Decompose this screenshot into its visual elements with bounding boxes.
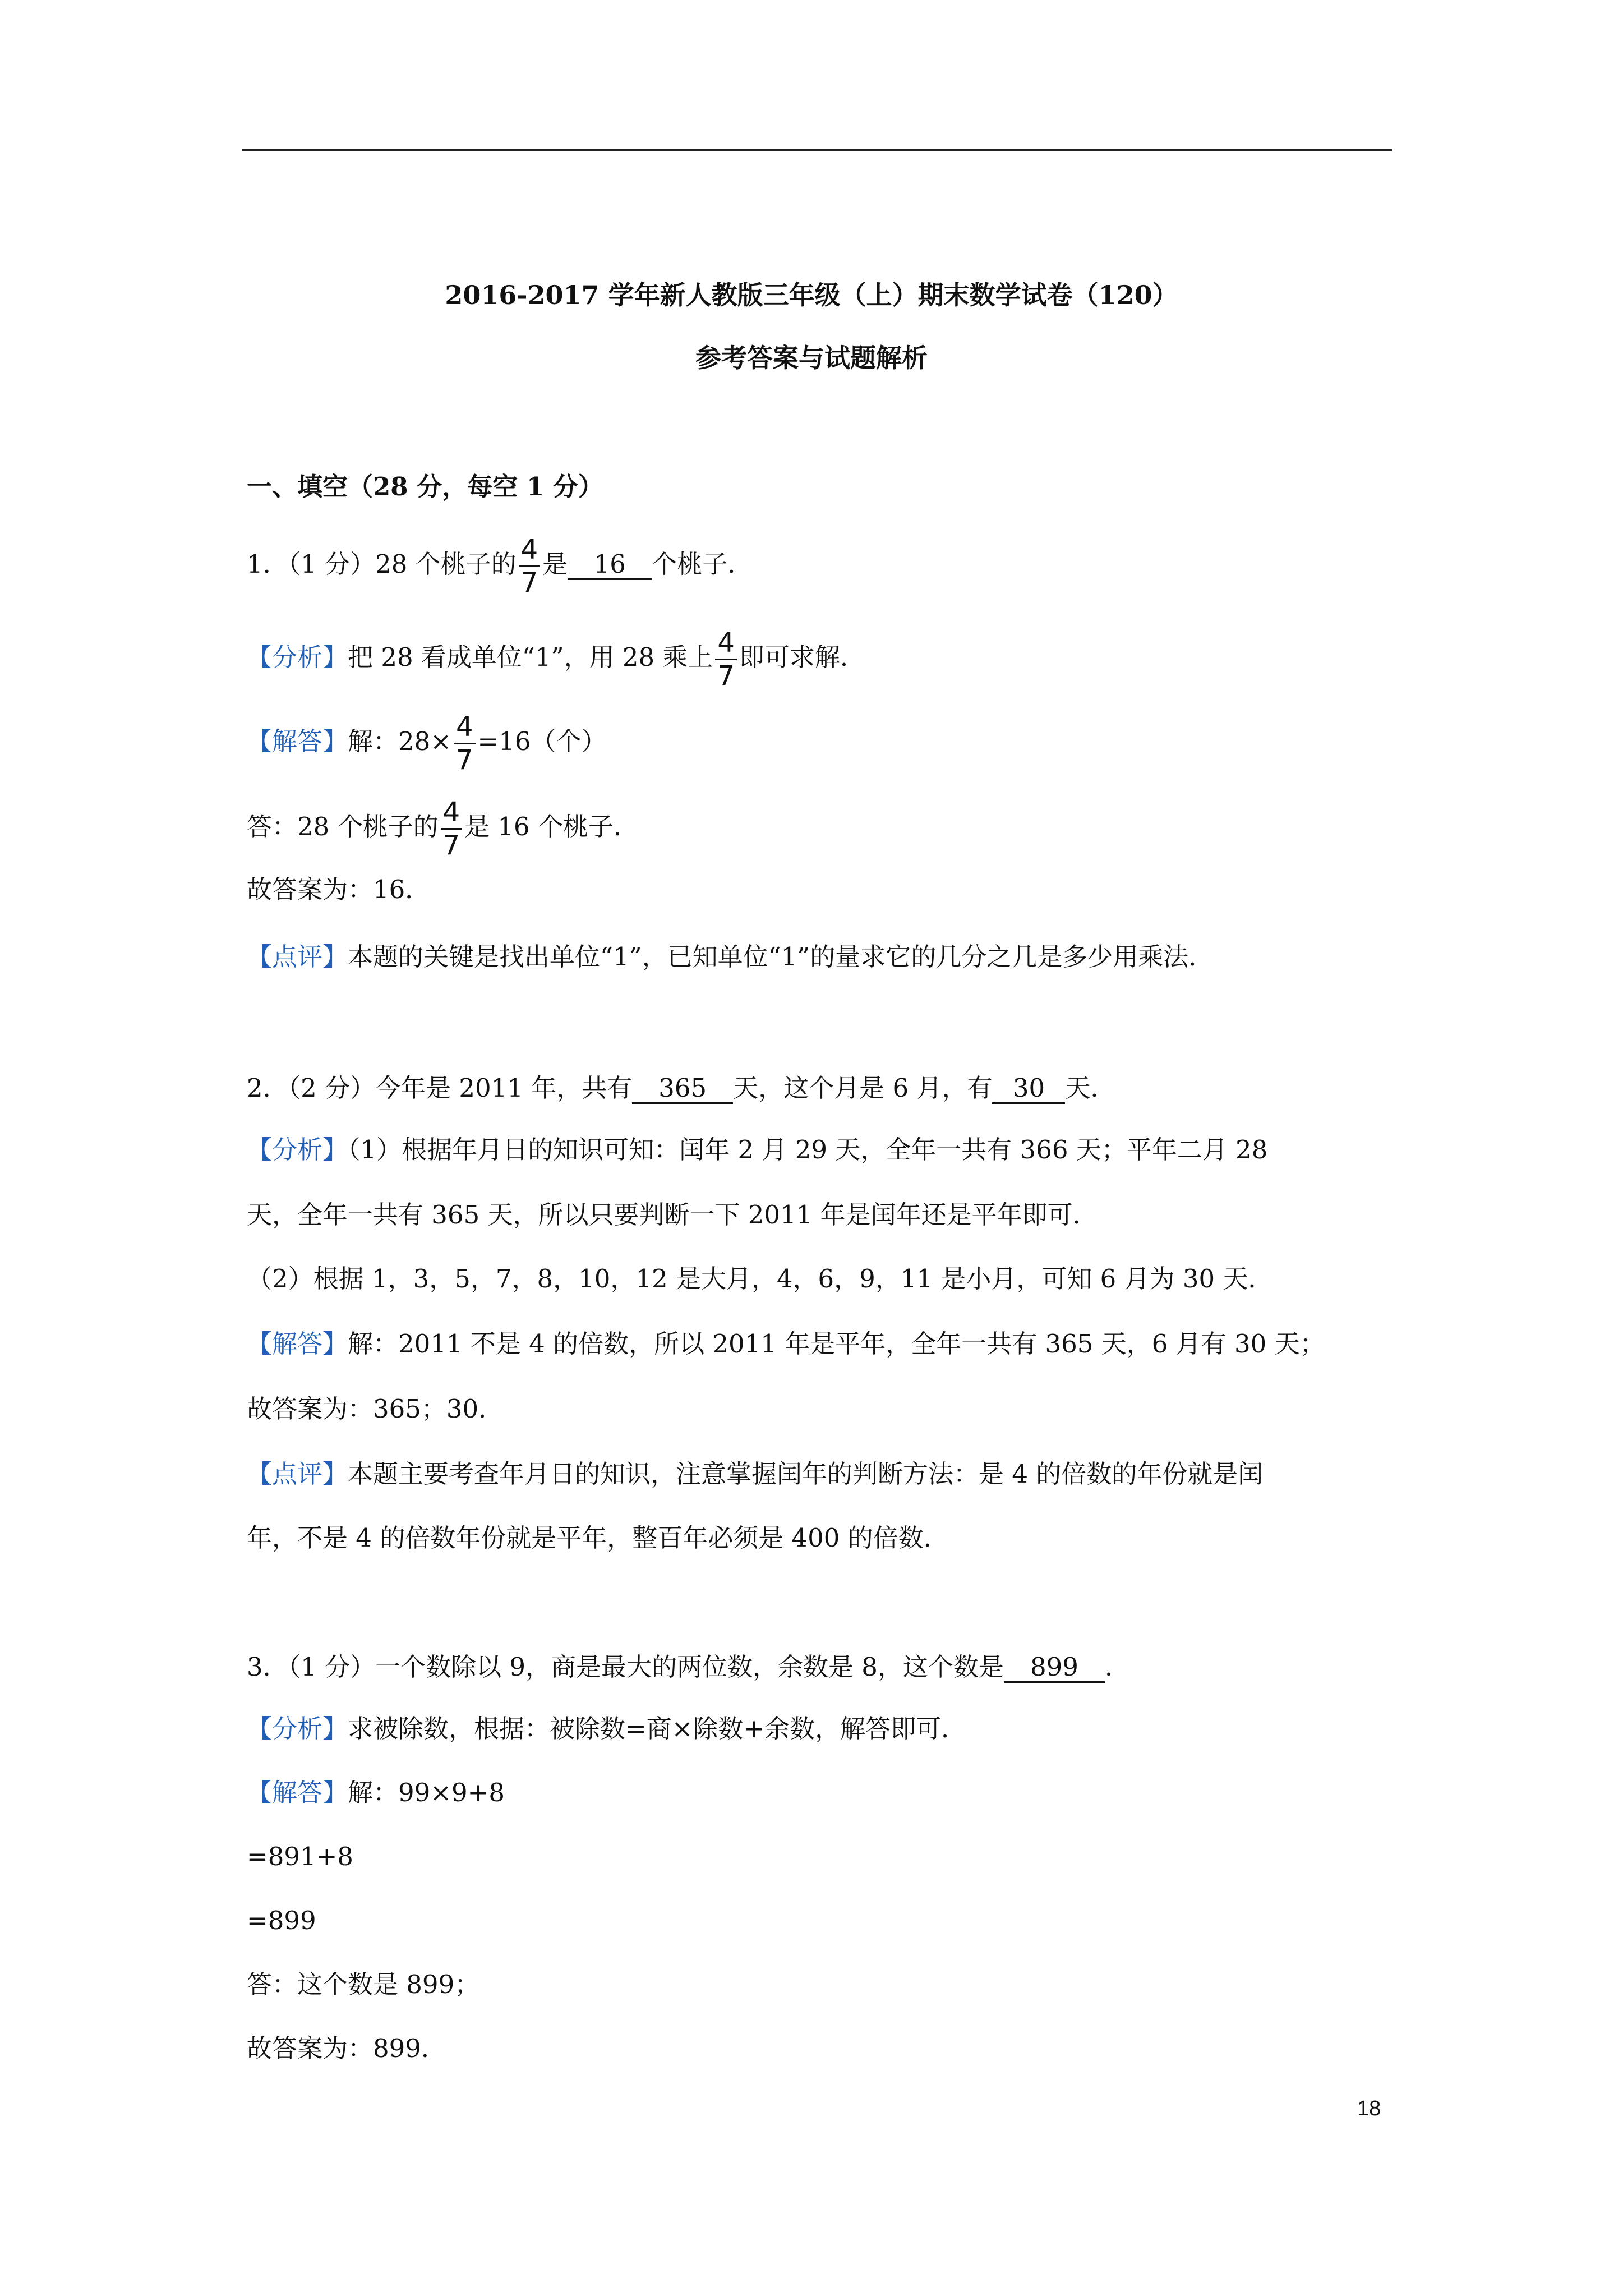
fraction: $\frac{4}{7}$ [454,711,476,776]
comment-tag: 【点评】 [247,1459,348,1489]
q3-analysis: 【分析】求被除数，根据：被除数=商×除数+余数，解答即可． [247,1714,967,1743]
q1-answer: 【解答】解：28× $\frac{4}{7}$ =16（个） [247,711,607,776]
q2-final: 故答案为：365；30． [247,1394,504,1424]
answer-blank: 16 [568,550,652,580]
answer-blank: 899 [1004,1653,1105,1683]
q3-final: 故答案为：899． [247,2033,446,2063]
q3-step1: =891+8 [247,1842,353,1871]
answer-blank: 365 [632,1074,733,1104]
q1-stem: 1．（1 分）28 个桃子的 $\frac{4}{7}$ 是 16 个桃子． [247,534,753,599]
fraction: $\frac{4}{7}$ [441,797,463,861]
answer-tag: 【解答】 [247,726,348,756]
q2-analysis-line3: （2）根据 1，3，5，7，8，10，12 是大月，4，6，9，11 是小月，可知 6 月为 30 天． [247,1264,1274,1294]
header-rule [242,149,1392,151]
analysis-tag: 【分析】 [247,642,348,672]
q3-answer: 【解答】解：99×9+8 [247,1778,505,1807]
q2-answer: 【解答】解：2011 不是 4 的倍数，所以 2011 年是平年，全年一共有 365 天，6 月有 30 天； [247,1329,1325,1359]
answer-tag: 【解答】 [247,1778,348,1807]
q1-analysis: 【分析】把 28 看成单位“1”，用 28 乘上 $\frac{4}{7}$ 即可求解． [247,627,865,692]
comment-tag: 【点评】 [247,942,348,972]
q1-comment: 【点评】本题的关键是找出单位“1”，已知单位“1”的量求它的几分之几是多少用乘法． [247,942,1214,972]
analysis-tag: 【分析】 [247,1714,348,1743]
section-heading: 一、填空（28 分，每空 1 分） [247,472,603,501]
answer-tag: 【解答】 [247,1329,348,1359]
q1-reply: 答：28 个桃子的 $\frac{4}{7}$ 是 16 个桃子． [247,797,639,861]
page-title: 2016-2017 学年新人教版三年级（上）期末数学试卷（120） [445,280,1178,310]
fraction: $\frac{4}{7}$ [519,534,541,599]
q3-step2: =899 [247,1906,316,1935]
q2-analysis-line2: 天，全年一共有 365 天，所以只要判断一下 2011 年是闰年还是平年即可． [247,1200,1098,1230]
fraction: $\frac{4}{7}$ [715,627,737,692]
page-number: 18 [1357,2097,1381,2120]
q2-comment-line2: 年，不是 4 的倍数年份就是平年，整百年必须是 400 的倍数． [247,1523,949,1553]
answer-blank: 30 [992,1074,1065,1104]
q3-reply: 答：这个数是 899； [247,1970,480,1999]
page-subtitle: 参考答案与试题解析 [695,343,928,373]
q2-analysis: 【分析】（1）根据年月日的知识可知：闰年 2 月 29 天，全年一共有 366 天；平年二月 28 [247,1135,1268,1165]
q1-final: 故答案为：16． [247,875,431,904]
analysis-tag: 【分析】 [247,1135,348,1165]
q2-stem: 2．（2 分）今年是 2011 年，共有 365 天，这个月是 6 月，有 30 天． [247,1073,1116,1103]
q2-comment: 【点评】本题主要考查年月日的知识，注意掌握闰年的判断方法：是 4 的倍数的年份就是闰 [247,1459,1264,1489]
q3-stem: 3．（1 分）一个数除以 9，商是最大的两位数，余数是 8，这个数是 899 ． [247,1652,1130,1682]
